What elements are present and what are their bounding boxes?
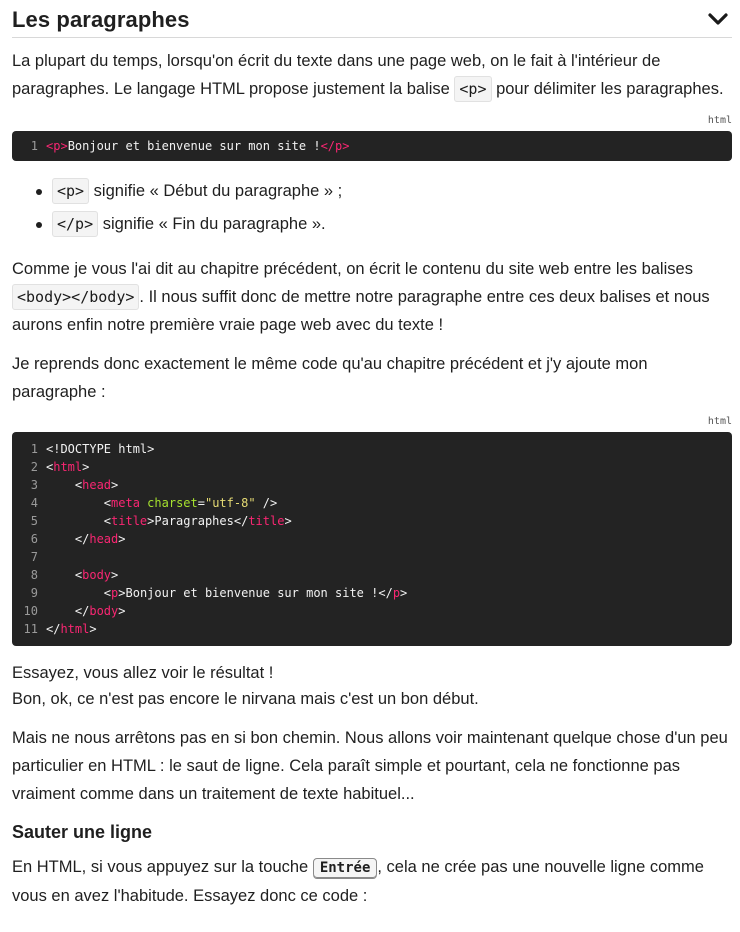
- code-text: </: [46, 532, 90, 546]
- code-tag: body: [82, 568, 112, 582]
- code-text: <: [46, 478, 83, 492]
- code-tag: meta: [111, 496, 140, 510]
- code-text: >: [89, 622, 97, 636]
- code-line: [12, 530, 732, 548]
- code-text: <: [46, 460, 54, 474]
- code-text: <: [46, 586, 112, 600]
- code-text: <: [46, 514, 112, 528]
- code-line: [12, 137, 732, 155]
- code-line: [12, 494, 732, 512]
- code-tag: title: [111, 514, 148, 528]
- code-line: [12, 548, 732, 566]
- line-number: 1: [30, 139, 38, 153]
- code-text: <!DOCTYPE html>: [46, 442, 155, 456]
- code-text: >: [82, 460, 90, 474]
- code-text: =: [197, 496, 205, 510]
- line-number: 2: [30, 460, 38, 474]
- intro-text-end: pour délimiter les paragraphes.: [491, 80, 724, 98]
- code-text: >: [400, 586, 408, 600]
- intro-code-paragraph: Je reprends donc exactement le même code qu'au chapitre précédent et j'y ajoute mon paragraphe :: [12, 355, 648, 401]
- inline-code: <p>: [52, 178, 89, 204]
- code-block-1[interactable]: [12, 131, 732, 161]
- keyboard-key: Entrée: [313, 858, 378, 878]
- code-text: >: [111, 568, 119, 582]
- paragraph-text-end: . Il nous suffit donc de mettre notre paragraphe entre ces deux balises et nous aurons enfin notre première vraie page web avec du texte !: [12, 288, 710, 334]
- code-line: [12, 566, 732, 584]
- code-tag: <p>: [46, 139, 68, 153]
- code-tag: html: [60, 622, 90, 636]
- code-attribute: charset: [147, 496, 198, 510]
- line-number: 8: [30, 568, 38, 582]
- body-paragraph: [12, 255, 732, 339]
- course-content: [12, 0, 732, 910]
- line-number: 5: [30, 514, 38, 528]
- code-text: >: [118, 532, 126, 546]
- code-text: >: [284, 514, 292, 528]
- section-header[interactable]: [12, 0, 732, 38]
- enter-key-paragraph: [12, 853, 732, 910]
- inline-code-p: <p>: [454, 76, 491, 102]
- code-text: Bonjour et bienvenue sur mon site !: [67, 139, 321, 153]
- code-text: </: [46, 604, 90, 618]
- paragraph-text-end: , cela ne crée pas une nouvelle ligne comme vous en avez l'habitude. Essayez donc ce code :: [12, 858, 704, 905]
- list-item-text: signifie « Fin du paragraphe ».: [98, 215, 326, 233]
- paragraph-line: Bon, ok, ce n'est pas encore le nirvana mais c'est un bon début.: [12, 690, 479, 708]
- code-line: [12, 620, 732, 638]
- chevron-down-icon[interactable]: [706, 7, 730, 31]
- paragraph-text: En HTML, si vous appuyez sur la touche: [12, 858, 313, 876]
- paragraph-line: Essayez, vous allez voir le résultat !: [12, 664, 274, 682]
- code-text: >Paragraphes</: [147, 514, 249, 528]
- code-line: [12, 458, 732, 476]
- code-text: >Bonjour et bienvenue sur mon site !</: [118, 586, 393, 600]
- list-item: [52, 175, 732, 208]
- line-number: 4: [30, 496, 38, 510]
- inline-code-body: <body></body>: [12, 284, 139, 310]
- code-tag: title: [248, 514, 285, 528]
- line-number: 1: [30, 442, 38, 456]
- result-paragraph: [12, 660, 732, 712]
- bullet-list: [12, 175, 732, 241]
- code-tag: p: [392, 586, 401, 600]
- code-line: [12, 512, 732, 530]
- code-tag: body: [89, 604, 119, 618]
- code-text: >: [118, 604, 126, 618]
- code-tag: html: [53, 460, 83, 474]
- code-line: [12, 440, 732, 458]
- code-text: <: [46, 568, 83, 582]
- subsection-title: Sauter une ligne: [12, 822, 153, 842]
- line-number: 9: [30, 586, 38, 600]
- code-language-label: html: [707, 115, 732, 126]
- section-title: Les paragraphes: [12, 6, 190, 32]
- list-item: [52, 208, 732, 241]
- code-string: "utf-8": [204, 496, 256, 510]
- code-tag: p: [111, 586, 119, 600]
- intro-text: La plupart du temps, lorsqu'on écrit du texte dans une page web, on le fait à l'intérieur de paragraphes. Le langage HTML propose justement la balise: [12, 52, 661, 98]
- code-text: >: [111, 478, 119, 492]
- code-tag: head: [82, 478, 112, 492]
- code-line: [12, 584, 732, 602]
- line-number: 3: [30, 478, 38, 492]
- line-number: 7: [30, 550, 38, 564]
- paragraph-text: Comme je vous l'ai dit au chapitre précédent, on écrit le contenu du site web entre les balises: [12, 260, 693, 278]
- code-line: [12, 476, 732, 494]
- code-language-label: html: [707, 416, 732, 427]
- list-item-text: signifie « Début du paragraphe » ;: [89, 182, 343, 200]
- code-text: [140, 494, 147, 512]
- line-number: 11: [23, 622, 38, 636]
- inline-code: </p>: [52, 211, 98, 237]
- code-tag: </p>: [320, 139, 350, 153]
- code-text: </: [46, 622, 61, 636]
- code-line: [12, 602, 732, 620]
- line-number: 10: [23, 604, 38, 618]
- line-break-paragraph: Mais ne nous arrêtons pas en si bon chemin. Nous allons voir maintenant quelque chose d'un peu particulier en HTML : le saut de ligne. Cela paraît simple et pourtant, cela ne fonctionne pas vraiment comme dans un traitement de texte habituel...: [12, 729, 728, 803]
- intro-paragraph: [12, 47, 732, 103]
- code-tag: head: [89, 532, 119, 546]
- code-block-2[interactable]: [12, 432, 732, 646]
- line-number: 6: [30, 532, 38, 546]
- code-text: />: [255, 496, 278, 510]
- code-text: <: [46, 496, 112, 510]
